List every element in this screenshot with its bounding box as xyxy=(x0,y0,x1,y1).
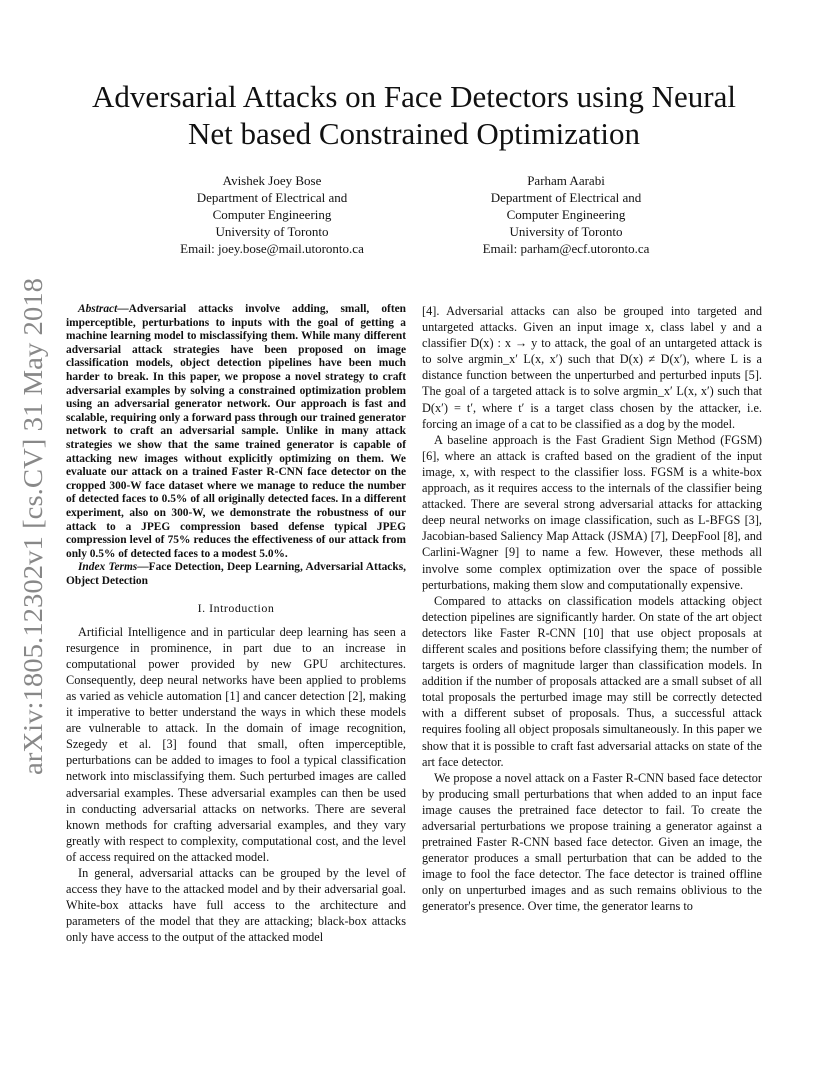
index-terms-text: —Face Detection, Deep Learning, Adversarial Attacks, Object Detection xyxy=(66,561,406,587)
abstract-text: —Adversarial attacks involve adding, small, often imperceptible, perturbations to inputs with the goal of getting a machine learning model to misclassifying them. While many different adversarial attack strategies have been proposed on image classification models, object detection pipelines have been much harder to break. In this paper, we propose a novel strategy to craft adversarial examples by solving a constrained optimization problem using an adversarial generator network. Our approach is fast and scalable, requiring only a forward pass through our trained generator network to craft an adversarial sample. Unlike in many attack strategies we show that the same trained generator is capable of attacking new images without explicitly optimizing on them. We evaluate our attack on a trained Faster R-CNN face detector on the cropped 300-W face dataset where we manage to reduce the number of detected faces to 0.5% of all originally detected faces. In a different experiment, also on 300-W, we demonstrate the robustness of our attack to a JPEG compression based defense typical JPEG compression level of 75% reduces the effectiveness of our attack from only 0.5% of detected faces to a modest 5.0%. xyxy=(66,303,406,560)
author-university: University of Toronto xyxy=(509,224,623,239)
intro-paragraph-2: In general, adversarial attacks can be grouped by the level of access they have to the attacked model and by their adversarial goal. White-box attacks have full access to the architecture and parameters of the model that they are attacking; black-box attacks only have access to the output of the attacked model xyxy=(66,865,406,945)
section-heading: I. Introduction xyxy=(197,601,275,616)
title-line-1: Adversarial Attacks on Face Detectors using Neural xyxy=(92,79,736,114)
author-email: Email: parham@ecf.utoronto.ca xyxy=(482,241,650,256)
author-dept-line-2: Computer Engineering xyxy=(506,207,626,222)
right-paragraph-2: A baseline approach is the Fast Gradient Sign Method (FGSM) [6], where an attack is crafted based on the gradient of the input image, x, with respect to the classifier loss. FGSM is a white-box approach, as it requires access to the internals of the classifier being attacked. There are several strong adversarial attacks for attacking deep neural networks on image classification, such as L-BFGS [3], Jacobian-based Saliency Map Attack (JSMA) [7], DeepFool [8], and Carlini-Wagner [9] to name a few. However, these methods all involve some complex optimization over the space of possible perturbations, making them slow and computationally expensive. xyxy=(422,432,762,592)
abstract-lead: Abstract xyxy=(78,303,118,315)
author-name: Avishek Joey Bose xyxy=(222,173,322,188)
right-paragraph-4: We propose a novel attack on a Faster R-CNN based face detector by producing small perturbations that when added to an input face image causes the pretrained face detector to fail. To create the adversarial perturbations we propose training a generator against a pretrained Faster R-CNN based face detector. Given an image, the generator produces a small perturbation that can be added to the image to fool the face detector. The face detector is trained offline only on unperturbed images and as such remains oblivious to the generator's presence. Over time, the generator learns to xyxy=(422,770,762,914)
arxiv-sidebar-graphic xyxy=(6,275,50,775)
right-paragraph-3: Compared to attacks on classification models attacking object detection pipelines are significantly harder. On state of the art object detectors like Faster R-CNN [10] that use object proposals at different scales and positions before classifying them; the number of targets is orders of magnitude larger than classification models. In addition if the number of proposals attacked are a small subset of all total proposals the perturbed image may still be correctly detected with a different subset of proposals. Thus, a successful attack requires fooling all object proposals simultaneously. In this paper we show that it is possible to craft fast adversarial attacks on state of the art face detector. xyxy=(422,593,762,769)
author-dept-line-2: Computer Engineering xyxy=(212,207,332,222)
index-terms xyxy=(66,561,406,588)
intro-paragraph-1: Artificial Intelligence and in particular deep learning has seen a resurgence in prominence, in part due to an increase in computational power provided by new GPU architectures. Consequently, deep neural networks have been applied to problems as varied as vehicle automation [1] and cancer detection [2], making it imperative to better understand the ways in which these models are vulnerable to attack. In the domain of image recognition, Szegedy et al. [3] found that small, often imperceptible, perturbations can be added to images to fool a typical classification network into misclassifying them. Such perturbed images are called adversarial examples. These adversarial examples can then be used in conducting adversarial attacks on networks. There are several known methods for crafting adversarial examples, and they vary greatly with respect to complexity, computational cost, and the level of access required on the attacked model. xyxy=(66,624,406,864)
arxiv-id-text: arXiv:1805.12302v1 [cs.CV] 31 May 2018 xyxy=(18,308,48,775)
paper-title xyxy=(40,78,788,152)
author-dept-line-1: Department of Electrical and xyxy=(490,190,642,205)
abstract xyxy=(66,303,406,561)
author-dept-line-1: Department of Electrical and xyxy=(196,190,348,205)
left-column xyxy=(66,303,406,945)
author-name: Parham Aarabi xyxy=(527,173,605,188)
author-university: University of Toronto xyxy=(215,224,329,239)
author-block-2 xyxy=(436,172,696,257)
author-email: Email: joey.bose@mail.utoronto.ca xyxy=(180,241,364,256)
author-block-1 xyxy=(142,172,402,257)
right-paragraph-1: [4]. Adversarial attacks can also be grouped into targeted and untargeted attacks. Given an input image x, class label y and a classifier D(x) : x → y to attack, the goal of an untargeted attack is to solve argmin_x′ L(x, x′) such that D(x) ≠ D(x′), where L is a distance function between the unperturbed and perturbed inputs [5]. The goal of a targeted attack is to solve argmin_x′ L(x, x′) such that D(x′) = t′, where t′ is a target class chosen by the attacker, i.e. forcing an image of a cat to be classified as a dog by the model. xyxy=(422,304,762,431)
title-line-2: Net based Constrained Optimization xyxy=(188,116,640,151)
arxiv-sidebar xyxy=(6,275,50,775)
index-terms-lead: Index Terms xyxy=(78,561,138,574)
right-column xyxy=(422,303,762,915)
